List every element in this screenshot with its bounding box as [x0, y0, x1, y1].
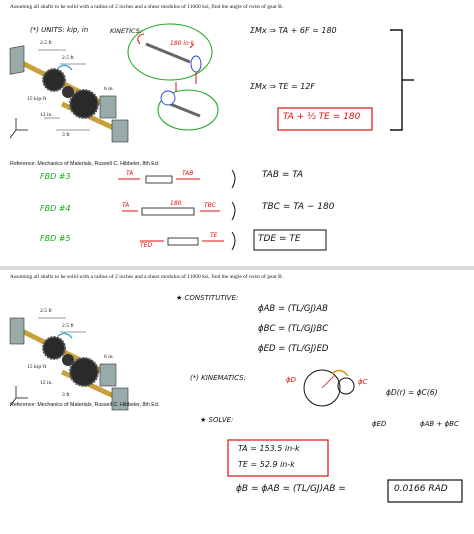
load-label: 15 kip·ft [27, 96, 47, 102]
fbd3-tab: TAB [182, 170, 194, 177]
constitutive-title: ★ CONSTITUTIVE: [176, 294, 239, 302]
final-equation: ϕB = ϕAB = (TL/GJ)AB = [236, 484, 346, 494]
reference-text: Reference: Mechanics of Materials, Russell C. Hibbeler, 8th Ed. [10, 402, 160, 408]
dim-12in: 12 in. [40, 380, 53, 386]
fbd5-te: TE [210, 232, 218, 239]
tbc-equation: TBC = TA − 180 [262, 202, 335, 212]
units-note: (*) UNITS: kip, in [30, 26, 89, 34]
kinetics-title: KINETICS: [110, 27, 143, 35]
dim-2.5ft-a: 2.5 ft [40, 308, 52, 314]
tab-equation: TAB = TA [262, 170, 304, 180]
solution-panel-2 [0, 270, 474, 534]
problem-statement: Assuming all shafts to be solid with a radius of 2 inches and a shear modulus of 11000 ksi, find the angle of twist of gear B. [10, 274, 284, 280]
final-answer: 0.0166 RAD [394, 484, 448, 494]
dim-2.5ft-a: 2.5 ft [40, 40, 52, 46]
problem-statement: Assuming all shafts to be solid with a radius of 2 inches and a shear modulus of 11000 ksi, find the angle of twist of gear B. [10, 4, 284, 10]
shaft-gear-figure [0, 0, 474, 266]
solution-panel-1 [0, 0, 474, 266]
tde-equation: TDE = TE [258, 234, 301, 244]
equation-3: TA + ½ TE = 180 [283, 112, 361, 122]
fbd4-label: FBD #4 [40, 204, 71, 213]
fbd4-tbc: TBC [204, 202, 216, 209]
load-label: 15 kip·ft [27, 364, 47, 370]
dim-6in: 6 in. [104, 354, 114, 360]
kinematics-eq: ϕD(r) = ϕC(6) [386, 388, 438, 397]
reference-text: Reference: Mechanics of Materials, Russell C. Hibbeler, 8th Ed. [10, 161, 160, 167]
kinematics-phi-ed: ϕED [372, 420, 387, 428]
fbd4-moment: 180 [170, 200, 182, 207]
kinematics-phi-ab-bc: ϕAB + ϕBC [420, 420, 459, 428]
fbd4-ta: TA [122, 202, 130, 209]
phi-ed-eq: ϕED = (TL/GJ)ED [258, 344, 329, 354]
equation-1: ΣMx ⇒ TA + 6F = 180 [250, 26, 337, 35]
solve-title: ★ SOLVE: [200, 416, 234, 424]
phi-ab-eq: ϕAB = (TL/GJ)AB [258, 304, 328, 314]
phi-d-label: ϕD [286, 376, 297, 384]
fbd5-label: FBD #5 [40, 234, 71, 243]
equation-2: ΣMx ⇒ TE = 12F [250, 82, 315, 91]
fbd5-ted: TED [140, 242, 153, 249]
dim-3ft: 3 ft [62, 132, 70, 138]
dim-12in: 12 in. [40, 112, 53, 118]
kinematics-title: (*) KINEMATICS: [190, 374, 246, 382]
dim-2.5ft-b: 2.5 ft [62, 323, 74, 329]
fbd3-label: FBD #3 [40, 172, 71, 181]
fbd3-ta: TA [126, 170, 134, 177]
phi-c-label: ϕC [358, 378, 368, 386]
dim-2.5ft-b: 2.5 ft [62, 55, 74, 61]
dim-6in: 6 in. [104, 86, 114, 92]
phi-bc-eq: ϕBC = (TL/GJ)BC [258, 324, 329, 334]
kinetics-moment: 180 in·k [170, 40, 195, 47]
dim-3ft: 3 ft [62, 392, 70, 398]
ta-value: TA = 153.5 in-k [238, 444, 300, 453]
te-value: TE = 52.9 in-k [238, 460, 295, 469]
